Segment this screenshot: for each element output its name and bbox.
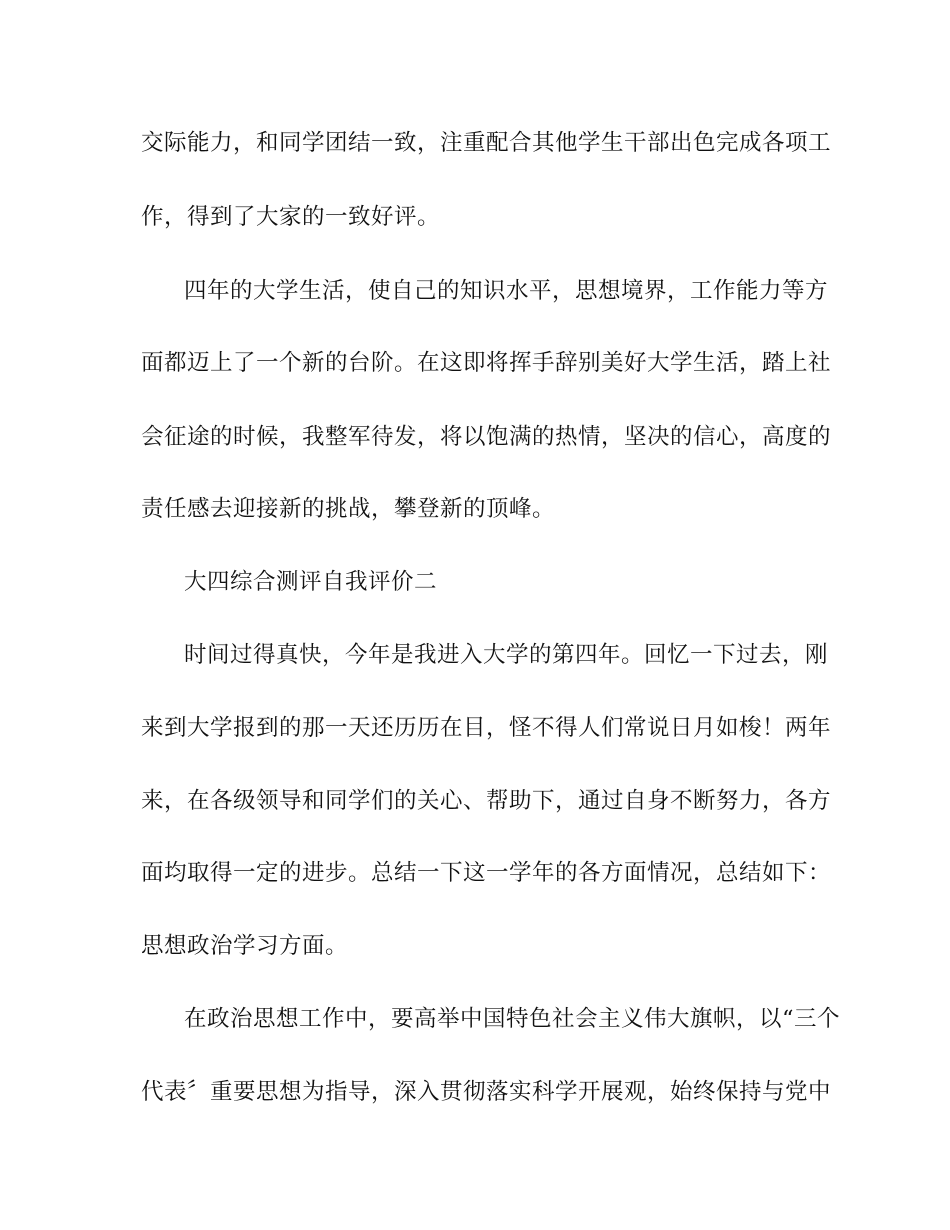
text-line-4: 面都迈上了一个新的台阶。在这即将挥手辞别美好大学生活，踏上社 xyxy=(141,350,832,376)
text-line-6: 责任感去迎接新的挑战，攀登新的顶峰。 xyxy=(141,496,556,522)
text-line-13: 在政治思想工作中，要高举中国特色社会主义伟大旗帜，以“三个 xyxy=(184,1006,841,1032)
text-line-3: 四年的大学生活，使自己的知识水平，思想境界，工作能力等方 xyxy=(184,278,829,304)
text-line-9: 来到大学报到的那一天还历历在目，怪不得人们常说日月如梭！两年 xyxy=(141,715,832,741)
text-line-14: 代表〞重要思想为指导，深入贯彻落实科学开展观，始终保持与党中 xyxy=(141,1079,832,1105)
text-line-5: 会征途的时候，我整军待发，将以饱满的热情，坚决的信心，高度的 xyxy=(141,424,832,450)
text-line-2: 作，得到了大家的一致好评。 xyxy=(141,204,441,230)
text-line-12: 思想政治学习方面。 xyxy=(141,933,349,959)
section-heading: 大四综合测评自我评价二 xyxy=(184,569,438,595)
text-line-8: 时间过得真快，今年是我进入大学的第四年。回忆一下过去，刚 xyxy=(184,642,829,668)
text-line-11: 面均取得一定的进步。总结一下这一学年的各方面情况，总结如下： xyxy=(141,860,832,886)
text-line-1: 交际能力，和同学团结一致，注重配合其他学生干部出色完成各项工 xyxy=(141,130,832,156)
text-line-10: 来，在各级领导和同学们的关心、帮助下，通过自身不断努力，各方 xyxy=(141,788,832,814)
